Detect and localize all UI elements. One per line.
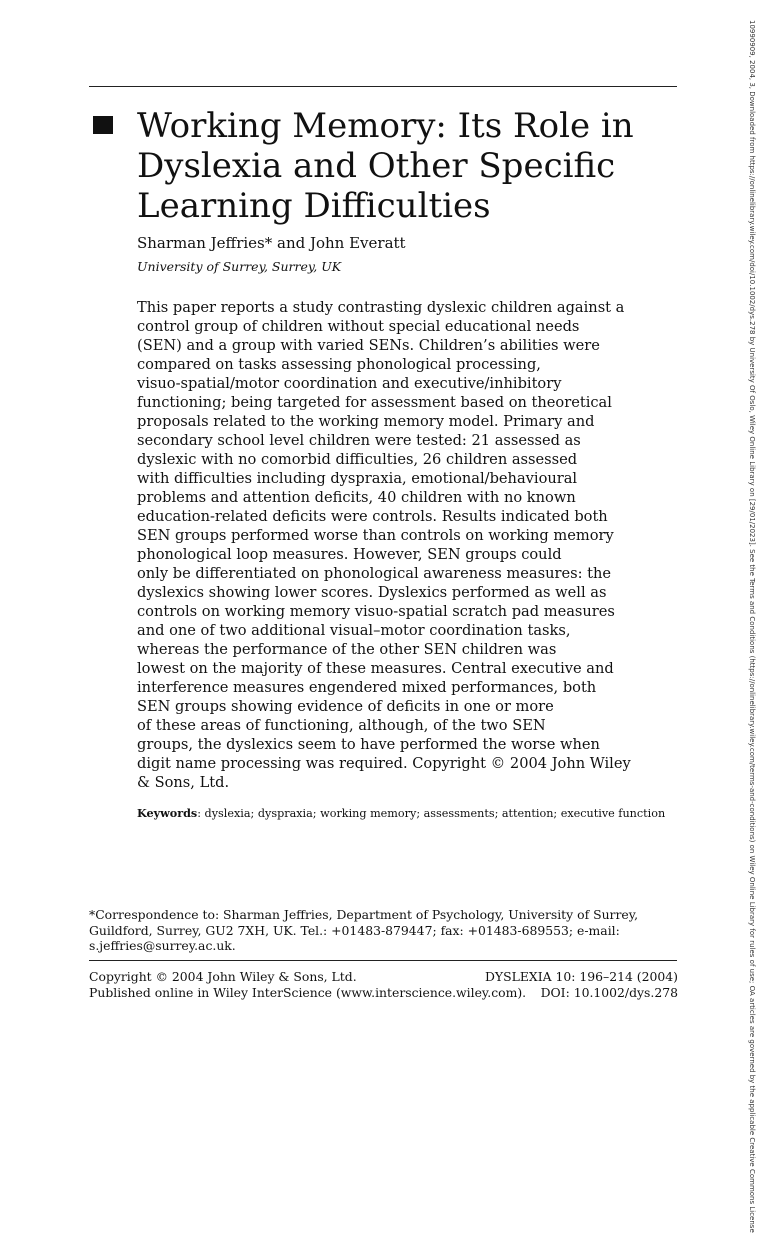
abstract-line: problems and attention deficits, 40 children with no known	[137, 489, 576, 506]
bottom-rule	[89, 960, 677, 961]
paper-title: Working Memory: Its Role in Dyslexia and Other Specific Learning Difficulties	[137, 106, 634, 226]
abstract-line: compared on tasks assessing phonological processing,	[137, 356, 541, 373]
correspondence-line: *Correspondence to: Sharman Jeffries, Department of Psychology, University of Surrey,	[89, 907, 639, 922]
abstract-line: (SEN) and a group with varied SENs. Children’s abilities were	[137, 337, 600, 354]
abstract-line: phonological loop measures. However, SEN groups could	[137, 546, 562, 563]
abstract-line: with difficulties including dyspraxia, emotional/behavioural	[137, 470, 578, 487]
abstract-line: controls on working memory visuo-spatial scratch pad measures	[137, 603, 615, 620]
download-side-note: 10990909, 2004, 3, Downloaded from https://onlinelibrary.wiley.com/doi/10.1002/dys.278 by University Of Oslo, Wiley Online Library on [29/01/2023]. See the Terms and Conditions (https://onlinelibrary.wiley.com/terms-and-conditions) on Wiley Online Library for rules of use; OA articles are governed by the applicable Creative Commons License	[748, 20, 756, 1233]
abstract-line: digit name processing was required. Copyright © 2004 John Wiley	[137, 755, 631, 772]
keywords-text: : dyslexia; dyspraxia; working memory; assessments; attention; executive function	[197, 807, 666, 820]
abstract-line: visuo-spatial/motor coordination and executive/inhibitory	[137, 375, 562, 392]
correspondence-note	[89, 907, 679, 954]
abstract-line: proposals related to the working memory model. Primary and	[137, 413, 595, 430]
keywords-label: Keywords	[137, 806, 198, 820]
abstract-line: of these areas of functioning, although, of the two SEN	[137, 717, 546, 734]
abstract-line: dyslexic with no comorbid difficulties, 26 children assessed	[137, 451, 578, 468]
abstract-line: education-related deficits were controls. Results indicated both	[137, 508, 608, 525]
square-bullet-icon	[93, 116, 113, 134]
abstract-line: interference measures engendered mixed performances, both	[137, 679, 597, 696]
top-rule	[89, 86, 677, 87]
abstract-line: groups, the dyslexics seem to have performed the worse when	[137, 736, 600, 753]
footer-right	[485, 969, 678, 1001]
abstract-line: functioning; being targeted for assessment based on theoretical	[137, 394, 612, 411]
footer-left	[89, 969, 526, 1001]
footer-journal: DYSLEXIA 10: 196–214 (2004)	[485, 969, 678, 984]
footer-copyright: Copyright © 2004 John Wiley & Sons, Ltd.	[89, 969, 357, 984]
affiliation: University of Surrey, Surrey, UK	[137, 259, 342, 274]
abstract-line: & Sons, Ltd.	[137, 774, 230, 791]
footer-published: Published online in Wiley InterScience (www.interscience.wiley.com).	[89, 985, 527, 1000]
abstract-line: This paper reports a study contrasting dyslexic children against a	[137, 299, 625, 316]
correspondence-line: Guildford, Surrey, GU2 7XH, UK. Tel.: +01483-879447; fax: +01483-689553; e-mail:	[89, 922, 620, 938]
authors: Sharman Jeffries* and John Everatt	[137, 234, 406, 252]
correspondence-line: s.jeffries@surrey.ac.uk.	[89, 938, 236, 953]
abstract-line: SEN groups performed worse than controls on working memory	[137, 527, 614, 544]
abstract-line: only be differentiated on phonological awareness measures: the	[137, 565, 612, 582]
abstract-line: secondary school level children were tested: 21 assessed as	[137, 432, 581, 449]
abstract-line: SEN groups showing evidence of deficits in one or more	[137, 698, 554, 715]
abstract	[137, 298, 697, 792]
abstract-line: lowest on the majority of these measures. Central executive and	[137, 660, 614, 677]
abstract-line: and one of two additional visual–motor coordination tasks,	[137, 622, 571, 639]
abstract-line: dyslexics showing lower scores. Dyslexics performed as well as	[137, 584, 607, 601]
keywords	[137, 806, 665, 821]
footer-doi: DOI: 10.1002/dys.278	[540, 985, 678, 1000]
abstract-line: whereas the performance of the other SEN children was	[137, 641, 557, 658]
abstract-line: control group of children without special educational needs	[137, 318, 580, 335]
